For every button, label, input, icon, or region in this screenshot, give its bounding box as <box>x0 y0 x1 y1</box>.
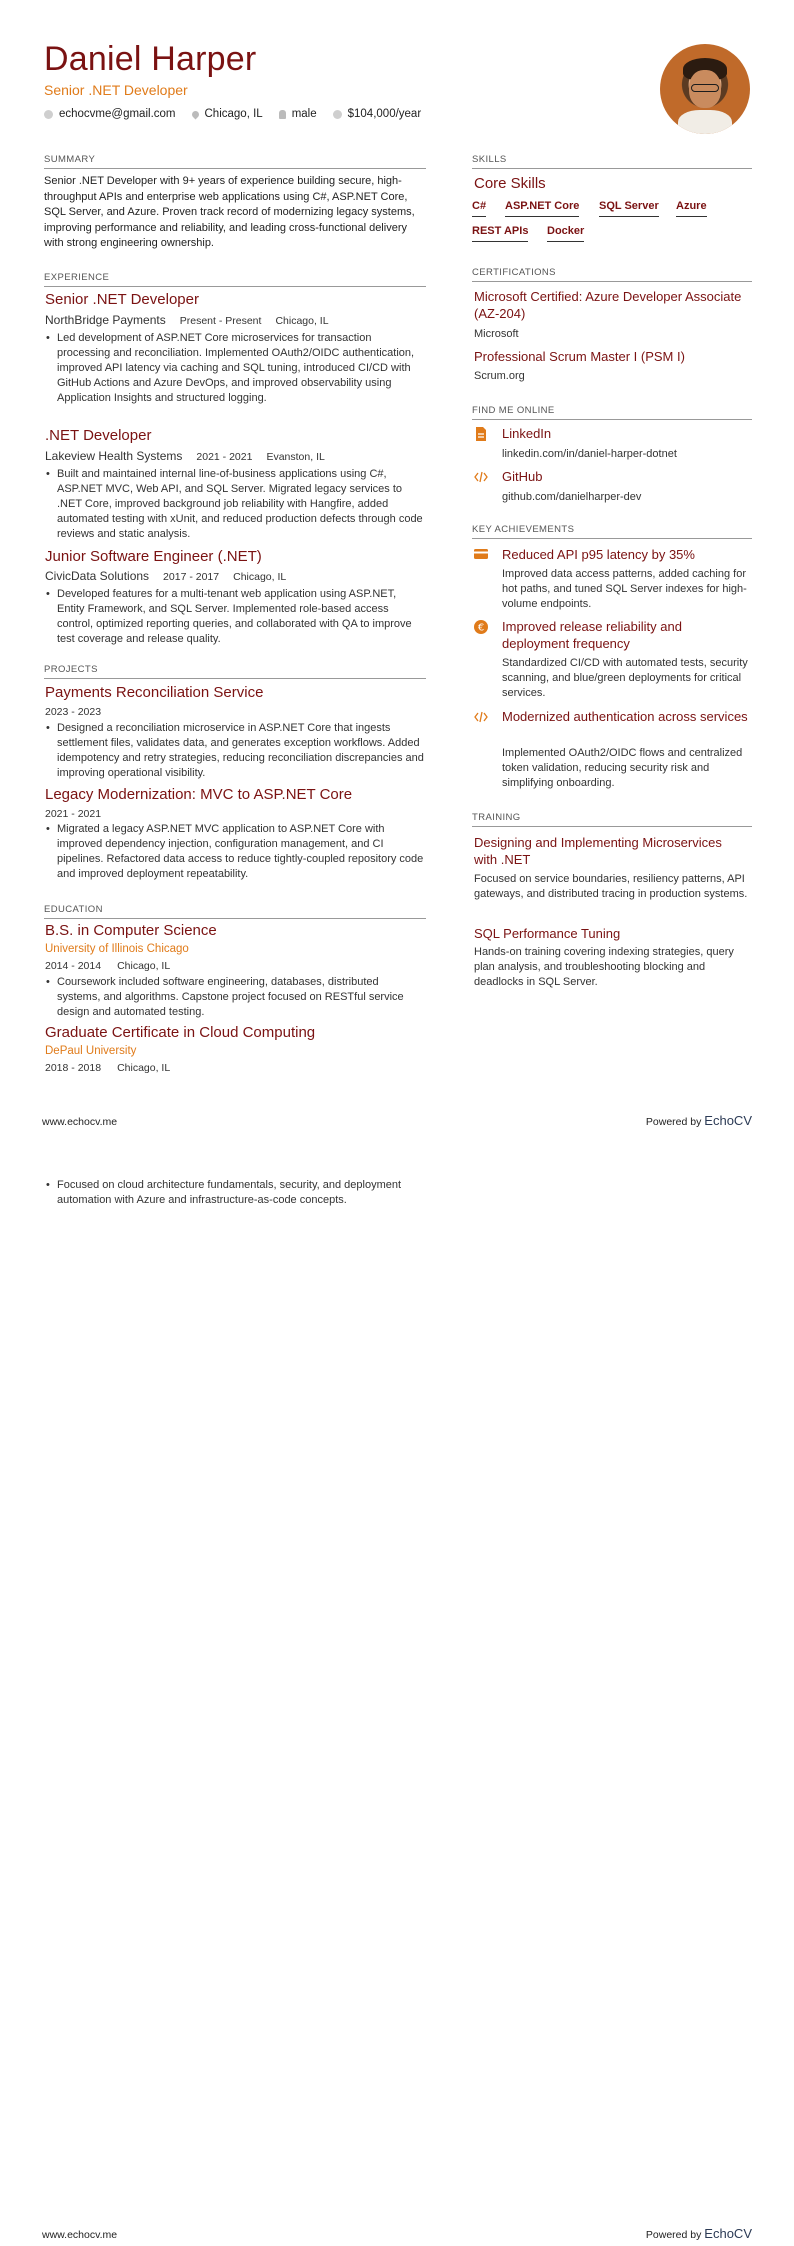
skill-tag: ASP.NET Core <box>505 200 579 217</box>
certification-name: Microsoft Certified: Azure Developer Associate (AZ-204) <box>474 289 742 321</box>
brand-logo[interactable]: EchoCV <box>704 1113 752 1128</box>
skill-tag: Docker <box>547 225 584 242</box>
job-title: .NET Developer <box>45 427 152 444</box>
achievement-title: Modernized authentication across services <box>502 709 748 724</box>
achievement-desc: Standardized CI/CD with automated tests, security scanning, and blue/green deployments for critical services. <box>502 657 748 699</box>
job-bullet: • Developed features for a multi-tenant web application using ASP.NET, Entity Framework, and SQL Server. Implemented role-based access control, optimized reporting queries, and collaborated with QA to improve test coverage and release quality. <box>45 587 425 647</box>
job-location: Evanston, IL <box>266 451 325 463</box>
education-meta <box>45 960 170 972</box>
document-icon <box>475 427 487 441</box>
job-bullet: • Built and maintained internal line-of-business applications using C#, ASP.NET MVC, Web API, and SQL Server. Migrated legacy services to .NET Core, improved background job reliability with Hangfire, added automated testing with xUnit, and reduced production defects through code reviews and static analysis. <box>45 467 425 542</box>
candidate-name: Daniel Harper <box>44 40 257 78</box>
online-link-linkedin[interactable]: LinkedIn <box>502 426 552 441</box>
gender-text: male <box>291 108 317 120</box>
project-bullet: • Migrated a legacy ASP.NET MVC application to ASP.NET Core with improved dependency injection, configuration management, and CI pipelines. Refactored data access to reduce tightly-coupled repository code and improved deployment repeatability. <box>45 822 425 882</box>
achievement-title: Reduced API p95 latency by 35% <box>502 547 695 562</box>
project-dates-text: 2023 - 2023 <box>45 706 102 718</box>
location-pin-icon <box>190 109 200 119</box>
education-dates: 2018 - 2018 <box>45 1062 102 1074</box>
skills-title: Core Skills <box>474 175 546 192</box>
resume-page-2 <box>0 1133 794 2246</box>
contact-row <box>44 108 421 120</box>
skill-tag: Azure <box>676 200 707 217</box>
job-dates: 2017 - 2017 <box>163 571 220 583</box>
euro-icon <box>474 620 488 634</box>
project-dates <box>45 808 101 820</box>
degree-title: B.S. in Computer Science <box>45 922 217 939</box>
candidate-title: Senior .NET Developer <box>44 82 188 98</box>
skills-heading: SKILLS <box>472 154 752 169</box>
achievements-heading: KEY ACHIEVEMENTS <box>472 524 752 539</box>
project-title: Payments Reconciliation Service <box>45 684 264 701</box>
degree-title: Graduate Certificate in Cloud Computing <box>45 1024 316 1041</box>
contact-gender <box>279 108 317 120</box>
certification-issuer: Scrum.org <box>474 370 525 382</box>
project-dates <box>45 706 101 718</box>
email-text: echocvme@gmail.com <box>59 108 176 120</box>
card-icon <box>474 548 488 560</box>
job-bullet: • Led development of ASP.NET Core microservices for transaction processing and reconciliation. Implemented OAuth2/OIDC authentication, improved API latency via caching and SQL tuning, introduced CI/CD with GitHub Actions and Azure DevOps, and improved observability using Application Insights and structured logging. <box>45 331 425 406</box>
svg-text:€: € <box>477 622 485 634</box>
certifications-heading: CERTIFICATIONS <box>472 267 752 282</box>
projects-heading: PROJECTS <box>44 664 426 679</box>
education-location: Chicago, IL <box>117 960 171 972</box>
person-icon <box>279 110 286 119</box>
contact-location <box>192 108 263 120</box>
achievement-title: Improved release reliability and deployment frequency <box>502 619 682 651</box>
email-icon <box>44 110 53 119</box>
job-location: Chicago, IL <box>233 571 287 583</box>
education-bullet: • Coursework included software engineering, databases, distributed systems, and algorithms. Capstone project focused on RESTful service design and automated testing. <box>45 975 425 1020</box>
achievement-desc: Improved data access patterns, added caching for hot paths, and tuned SQL Server indexes for high-volume endpoints. <box>502 568 747 610</box>
job-title: Senior .NET Developer <box>45 291 199 308</box>
job-title: Junior Software Engineer (.NET) <box>45 548 262 565</box>
education-dates: 2014 - 2014 <box>45 960 102 972</box>
location-text: Chicago, IL <box>204 108 263 120</box>
summary-text: Senior .NET Developer with 9+ years of experience building secure, high-throughput APIs and enterprise web applications using C#, ASP.NET Core, SQL Server, and Azure. Proven track record of modernizing legacy systems, improving performance and reliability, and leading cross-functional delivery with strong engineering ownership. <box>44 175 415 249</box>
education-meta <box>45 1062 170 1074</box>
online-heading: FIND ME ONLINE <box>472 405 752 420</box>
online-url[interactable]: github.com/danielharper-dev <box>502 491 642 503</box>
education-location: Chicago, IL <box>117 1062 171 1074</box>
footer-site[interactable]: www.echocv.me <box>42 1116 118 1128</box>
money-icon <box>333 110 342 119</box>
job-dates: Present - Present <box>179 315 262 327</box>
contact-salary <box>333 108 422 120</box>
skill-tag: SQL Server <box>599 200 659 217</box>
skill-tag: REST APIs <box>472 225 528 242</box>
code-icon <box>474 470 488 484</box>
job-company: Lakeview Health Systems <box>45 449 183 463</box>
job-dates: 2021 - 2021 <box>196 451 253 463</box>
job-company: NorthBridge Payments <box>45 313 166 327</box>
project-bullet: • Designed a reconciliation microservice in ASP.NET Core that ingests settlement files, validates data, and generates exception workflows. Added idempotency and retry strategies, reducing reconciliation discrepancies and improving operational visibility. <box>45 721 425 781</box>
project-title: Legacy Modernization: MVC to ASP.NET Core <box>45 786 353 803</box>
online-link-github[interactable]: GitHub <box>502 469 543 484</box>
job-meta <box>45 569 286 583</box>
training-desc: Focused on service boundaries, resiliency patterns, API gateways, and distributed tracing in production systems. <box>474 873 748 900</box>
training-desc: Hands-on training covering indexing strategies, query plan analysis, and troubleshooting blocking and deadlocks in SQL Server. <box>474 946 734 988</box>
training-title: SQL Performance Tuning <box>474 926 621 941</box>
education-bullet: • Focused on cloud architecture fundamentals, security, and deployment automation with Azure and infrastructure-as-code concepts. <box>45 1178 425 1208</box>
achievement-desc: Implemented OAuth2/OIDC flows and centralized token validation, reducing security risk and simplifying onboarding. <box>502 747 743 789</box>
job-location: Chicago, IL <box>275 315 329 327</box>
contact-email[interactable] <box>44 108 176 120</box>
experience-heading: EXPERIENCE <box>44 272 426 287</box>
powered-by-text: Powered by <box>645 1116 702 1128</box>
code-icon <box>474 710 488 724</box>
footer-powered <box>646 2226 752 2241</box>
summary-heading: SUMMARY <box>44 154 426 169</box>
certification-issuer: Microsoft <box>474 328 519 340</box>
school-name: DePaul University <box>45 1045 137 1057</box>
footer-site[interactable]: www.echocv.me <box>42 2229 118 2241</box>
brand-logo[interactable]: EchoCV <box>704 2226 752 2241</box>
powered-by-text: Powered by <box>645 2229 702 2241</box>
education-heading: EDUCATION <box>44 904 426 919</box>
training-heading: TRAINING <box>472 812 752 827</box>
job-meta <box>45 313 329 327</box>
training-title: Designing and Implementing Microservices with .NET <box>474 835 722 867</box>
online-url[interactable]: linkedin.com/in/daniel-harper-dotnet <box>502 448 677 460</box>
school-name: University of Illinois Chicago <box>45 943 189 955</box>
footer-powered <box>646 1113 752 1128</box>
certification-name: Professional Scrum Master I (PSM I) <box>474 349 685 364</box>
skill-tag: C# <box>472 200 486 217</box>
salary-text: $104,000/year <box>347 108 422 120</box>
avatar <box>660 44 750 134</box>
job-meta <box>45 449 325 463</box>
project-dates-text: 2021 - 2021 <box>45 808 102 820</box>
job-company: CivicData Solutions <box>45 569 150 583</box>
